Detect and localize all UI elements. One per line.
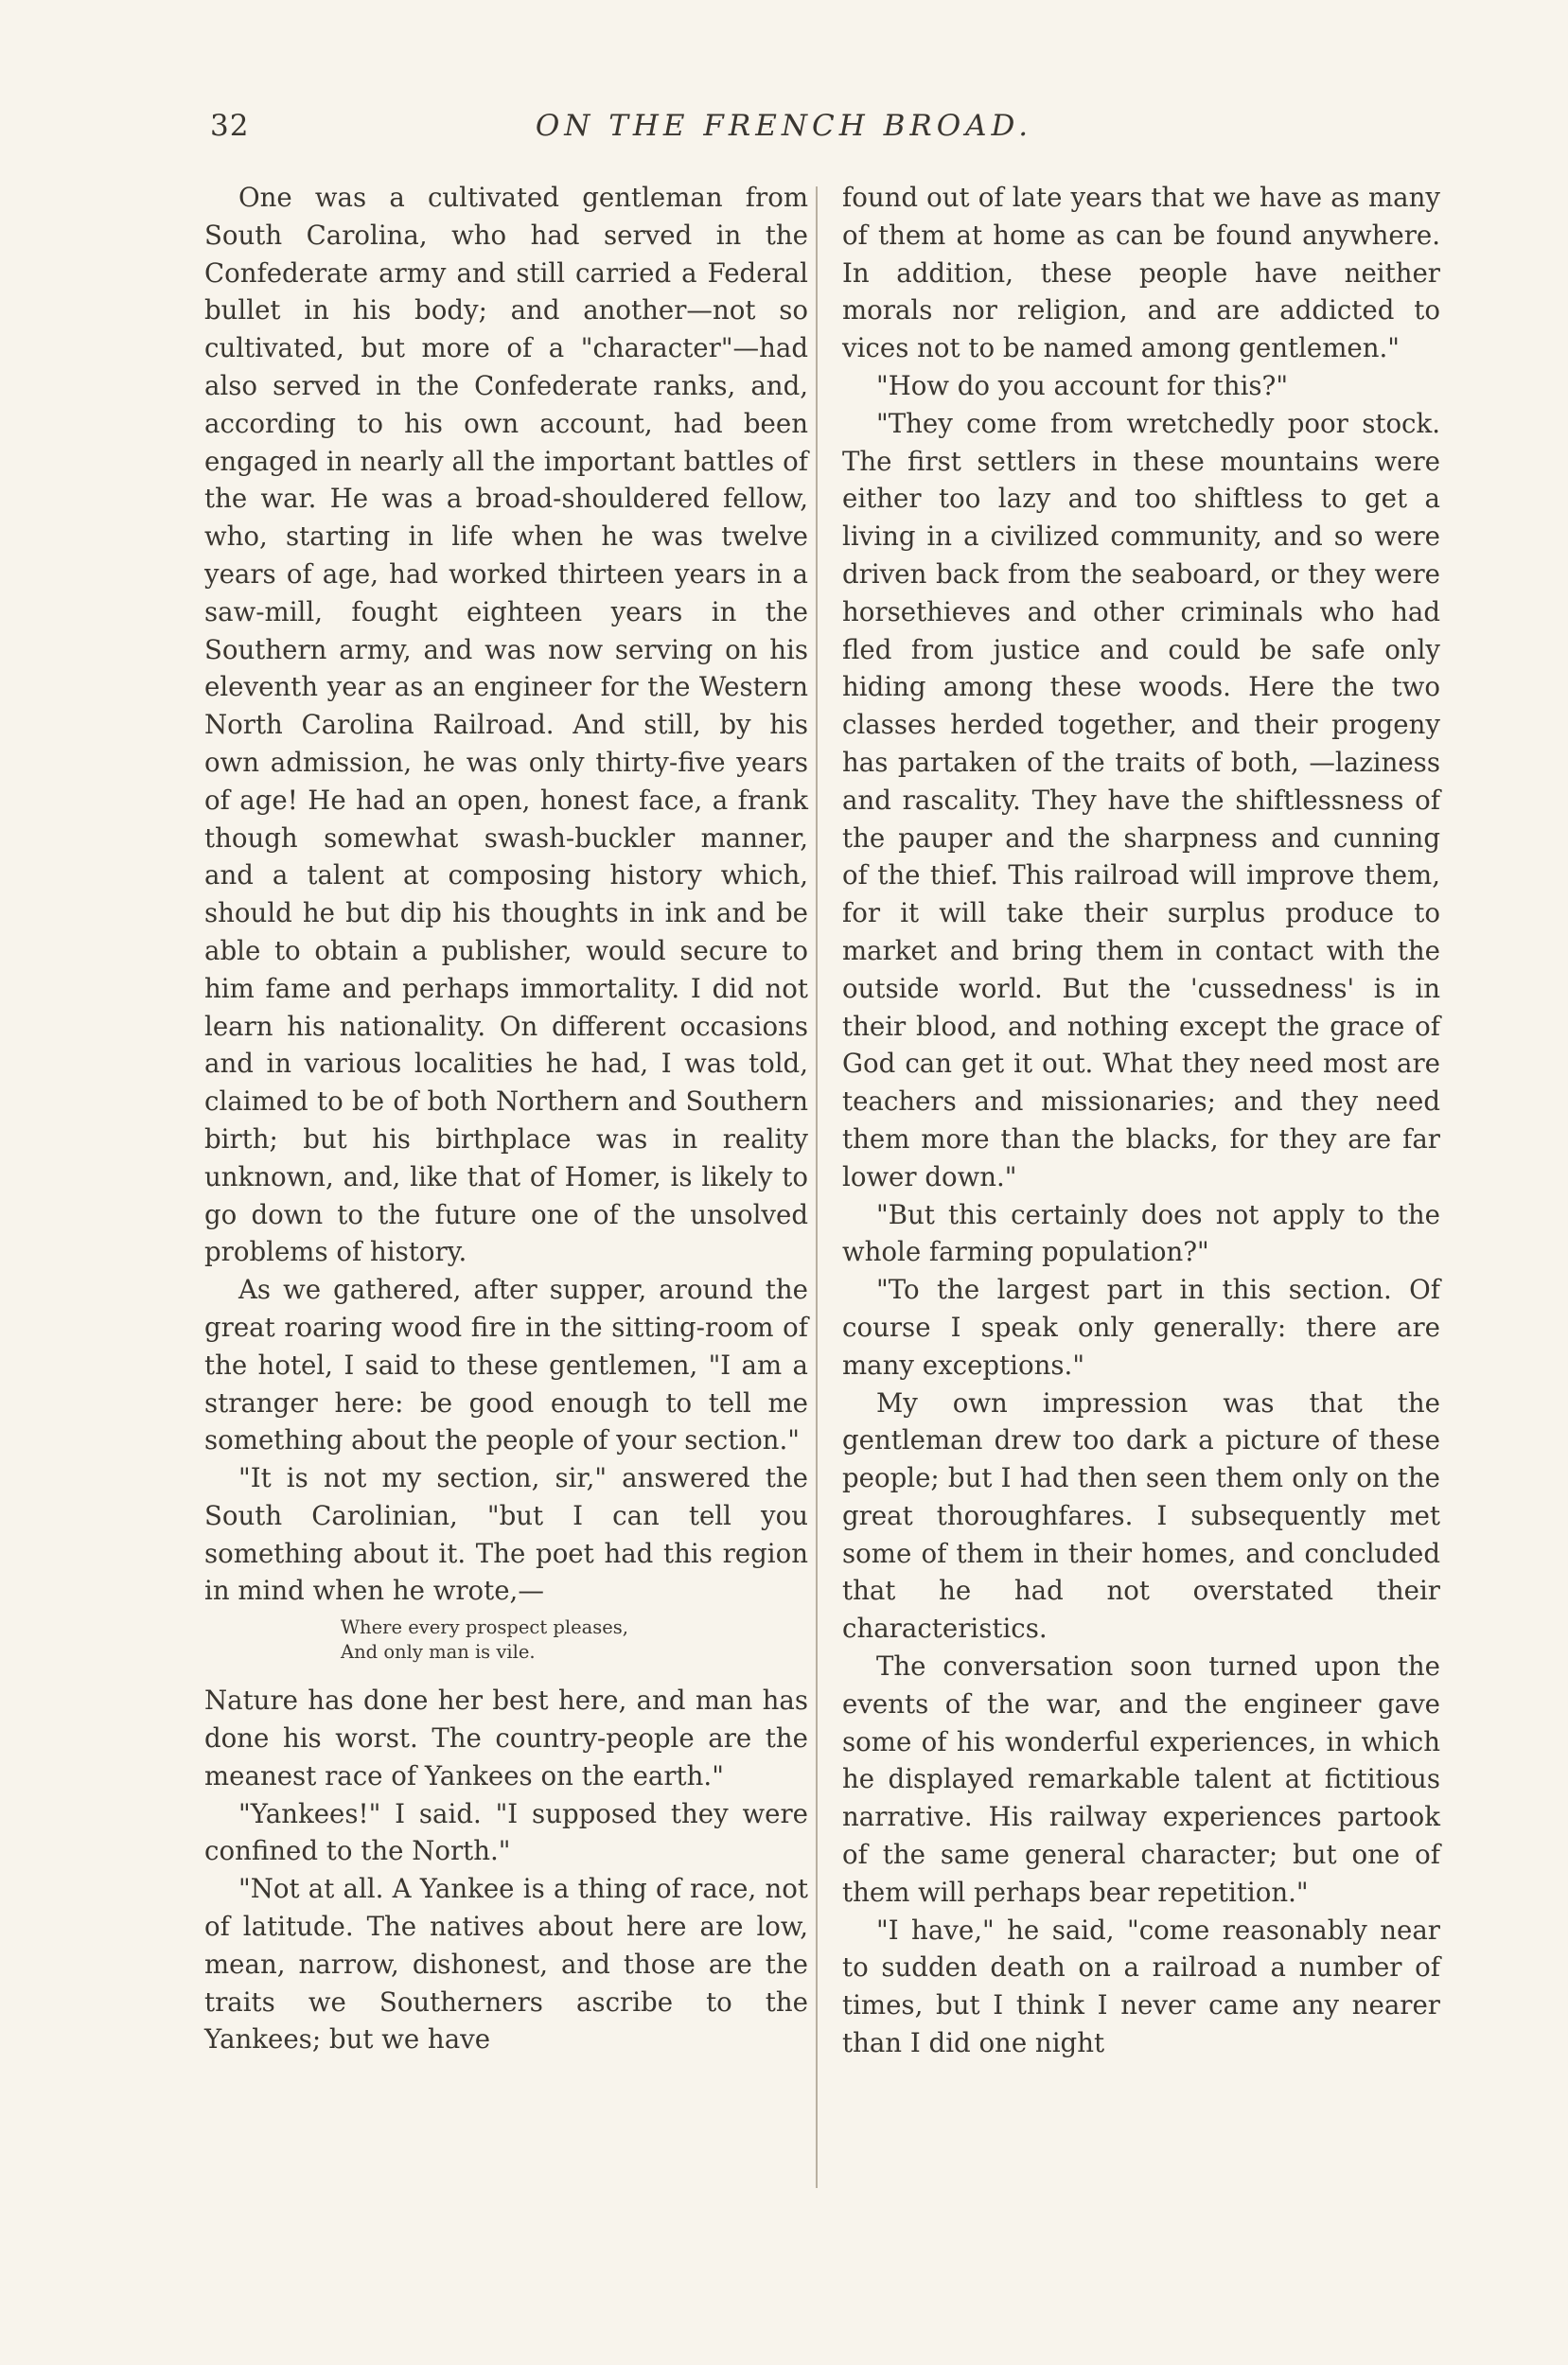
verse-line: And only man is vile. [341,1641,536,1664]
paragraph: Nature has done her best here, and man has done his worst. The country-people are the meanest race of Yankees on the earth." [204,1685,808,1791]
paragraph: As we gathered, after supper, around the great roaring wood fire in the sitting-room of the hotel, I said to these gentlemen, "I am a stranger here: be good enough to tell me something about the people of your section." [204,1274,808,1456]
paragraph: One was a cultivated gentleman from South Carolina, who had served in the Confederate army and still carried a Federal bullet in his body; and another—not so cultivated, but more of a "character"—had also served in the Confederate ranks, and, according to his own account, had been engaged in nearly all the important battles of the war. He was a broad-shouldered fellow, who, starting in life when he was twelve years of age, had worked thirteen years in a saw-mill, fought eighteen years in the Southern army, and was now serving on his eleventh year as an engineer for the Western North Carolina Railroad. And still, by his own admission, he was only thirty-five years of age! He had an open, honest face, a frank though somewhat swash-buckler manner, and a talent at composing history which, should he but dip his thoughts in ink and be able to obtain a publisher, would secure to him fame and perhaps immortality. I did not learn his nationality. On different occasions and in various localities he had, I was told, claimed to be of both Northern and Southern birth; but his birthplace was in reality unknown, and, like that of Homer, is likely to go down to the future one of the unsolved problems of history. [204,182,808,1268]
page-number: 32 [210,109,250,143]
paragraph: The conversation soon turned upon the events of the war, and the engineer gave some of his wonderful experiences, in which he displayed remarkable talent at fictitious narrative. His railway experiences partook of the same general character; but one of them will perhaps bear repetition." [842,1650,1440,1908]
paragraph: "But this certainly does not apply to the whole farming population?" [842,1198,1440,1268]
page-header [0,109,1568,156]
paragraph: "To the largest part in this section. Of course I speak only generally: there are many exceptions." [842,1274,1440,1381]
right-column [842,179,1440,2062]
paragraph: My own impression was that the gentleman drew too dark a picture of these people; but I had then seen them only on the great thoroughfares. I subsequently met some of them in their homes, and concluded that he had not overstated their characteristics. [842,1386,1440,1645]
paragraph: "They come from wretchedly poor stock. The first settlers in these mountains were either too lazy and too shiftless to get a living in a civilized community, and so were driven back from the seaboard, or they were horsethieves and other criminals who had fled from justice and could be safe only hiding among these woods. Here the two classes herded together, and their progeny has partaken of the traits of both, —laziness and rascality. They have the shiftlessness of the pauper and the sharpness and cunning of the thief. This railroad will improve them, for it will take their surplus produce to market and bring them in contact with the outside world. But the 'cussedness' is in their blood, and nothing except the grace of God can get it out. What they need most are teachers and missionaries; and they need them more than the blacks, for they are far lower down." [842,407,1440,1192]
verse-quotation [204,1615,808,1665]
running-title: ON THE FRENCH BROAD. [535,109,1033,143]
paragraph: "How do you account for this?" [876,369,1289,401]
verse-line: Where every prospect pleases, [341,1616,629,1639]
paragraph: "Yankees!" I said. "I supposed they were confined to the North." [204,1797,808,1867]
paragraph: "I have," he said, "come reasonably near to sudden death on a railroad a number of times, but I think I never came any nearer than I did one night [842,1914,1440,2059]
column-divider [816,186,818,2188]
left-column [204,179,808,2058]
paragraph: "Not at all. A Yankee is a thing of race, not of latitude. The natives about here are low, mean, narrow, dishonest, and those are the traits we Southerners ascribe to the Yankees; but we have [204,1873,808,2056]
paragraph: "It is not my section, sir," answered the South Carolinian, "but I can tell you something about it. The poet had this region in mind when he wrote,— [204,1462,808,1607]
paragraph: found out of late years that we have as many of them at home as can be found anywhere. In addition, these people have neither morals nor religion, and are addicted to vices not to be named among gentlemen." [842,182,1440,364]
